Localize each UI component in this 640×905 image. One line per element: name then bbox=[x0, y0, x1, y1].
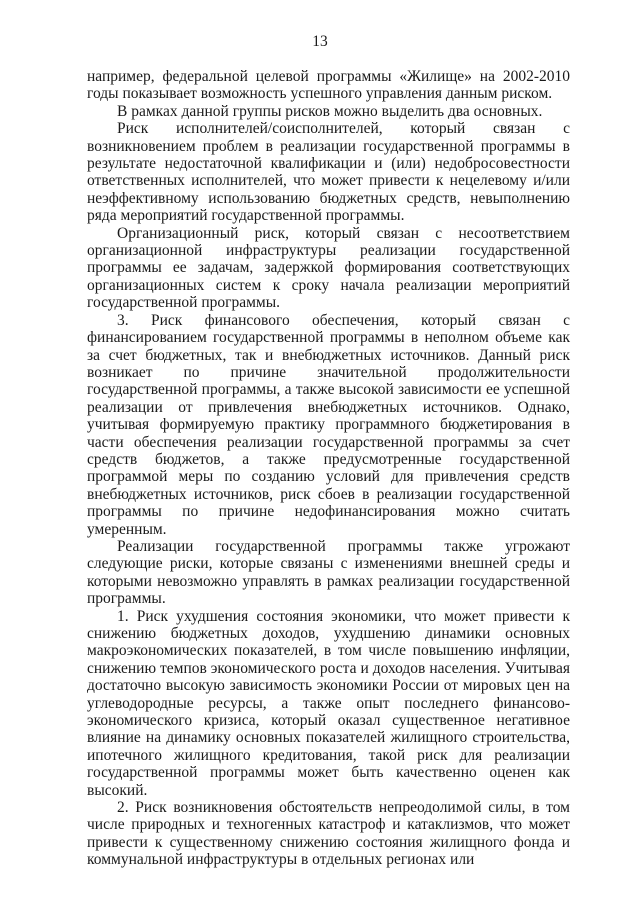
paragraph-executor-risk: Риск исполнителей/соисполнителей, который связан с возникновением проблем в реализации государственной программы в результате недостаточной квалификации и (или) недобросовестности ответственных исполнителей, что может привести к нецелевому и/или неэффективному использованию бюджетных средств, невыполнению ряда мероприятий государственной программы. bbox=[87, 120, 570, 225]
paragraph-force-majeure-risk: 2. Риск возникновения обстоятельств непреодолимой силы, в том числе природных и техногенных катастроф и катаклизмов, что может привести к существенному снижению состояния жилищного фонда и коммунальной инфраструктуры в отдельных регионах или bbox=[87, 799, 570, 869]
paragraph-risk-groups-intro: В рамках данной группы рисков можно выделить два основных. bbox=[117, 102, 543, 120]
document-body bbox=[87, 68, 570, 869]
paragraph-financial-risk: 3. Риск финансового обеспечения, который связан с финансированием государственной программы в неполном объеме как за счет бюджетных, так и внебюджетных источников. Данный риск возникает по причине значительной продолжительности государственной программы, а также высокой зависимости ее успешной реализации от привлечения внебюджетных источников. Однако, учитывая формируемую практику программного бюджетирования в части обеспечения реализации государственной программы за счет средств бюджетов, а также предусмотренные государственной программой меры по созданию условий для привлечения средств внебюджетных источников, риск сбоев в реализации государственной программы по причине недофинансирования можно считать умеренным. bbox=[87, 311, 570, 538]
paragraph-external-risks-intro: Реализации государственной программы также угрожают следующие риски, которые связаны с изменениями внешней среды и которыми невозможно управлять в рамках реализации государственной программы. bbox=[87, 537, 570, 608]
paragraph-organizational-risk: Организационный риск, который связан с несоответствием организационной инфраструктуры реализации государственной программы ее задачам, задержкой формирования соответствующих организационных систем к сроку начала реализации мероприятий государственной программы. bbox=[87, 224, 570, 312]
page-number: 13 bbox=[312, 33, 328, 50]
paragraph-continuation: например, федеральной целевой программы «Жилище» на 2002-2010 годы показывает возможность успешного управления данным риском. bbox=[87, 68, 570, 103]
paragraph-economic-risk: 1. Риск ухудшения состояния экономики, что может привести к снижению бюджетных доходов, ухудшению динамики основных макроэкономических показателей, в том числе повышению инфляции, снижению темпов экономического роста и доходов населения. Учитывая достаточно высокую зависимость экономики России от мировых цен на углеводородные ресурсы, а также опыт последнего финансово-экономического кризиса, который оказал существенное негативное влияние на динамику основных показателей жилищного строительства, ипотечного жилищного кредитования, такой риск для реализации государственной программы может быть качественно оценен как высокий. bbox=[87, 607, 570, 799]
